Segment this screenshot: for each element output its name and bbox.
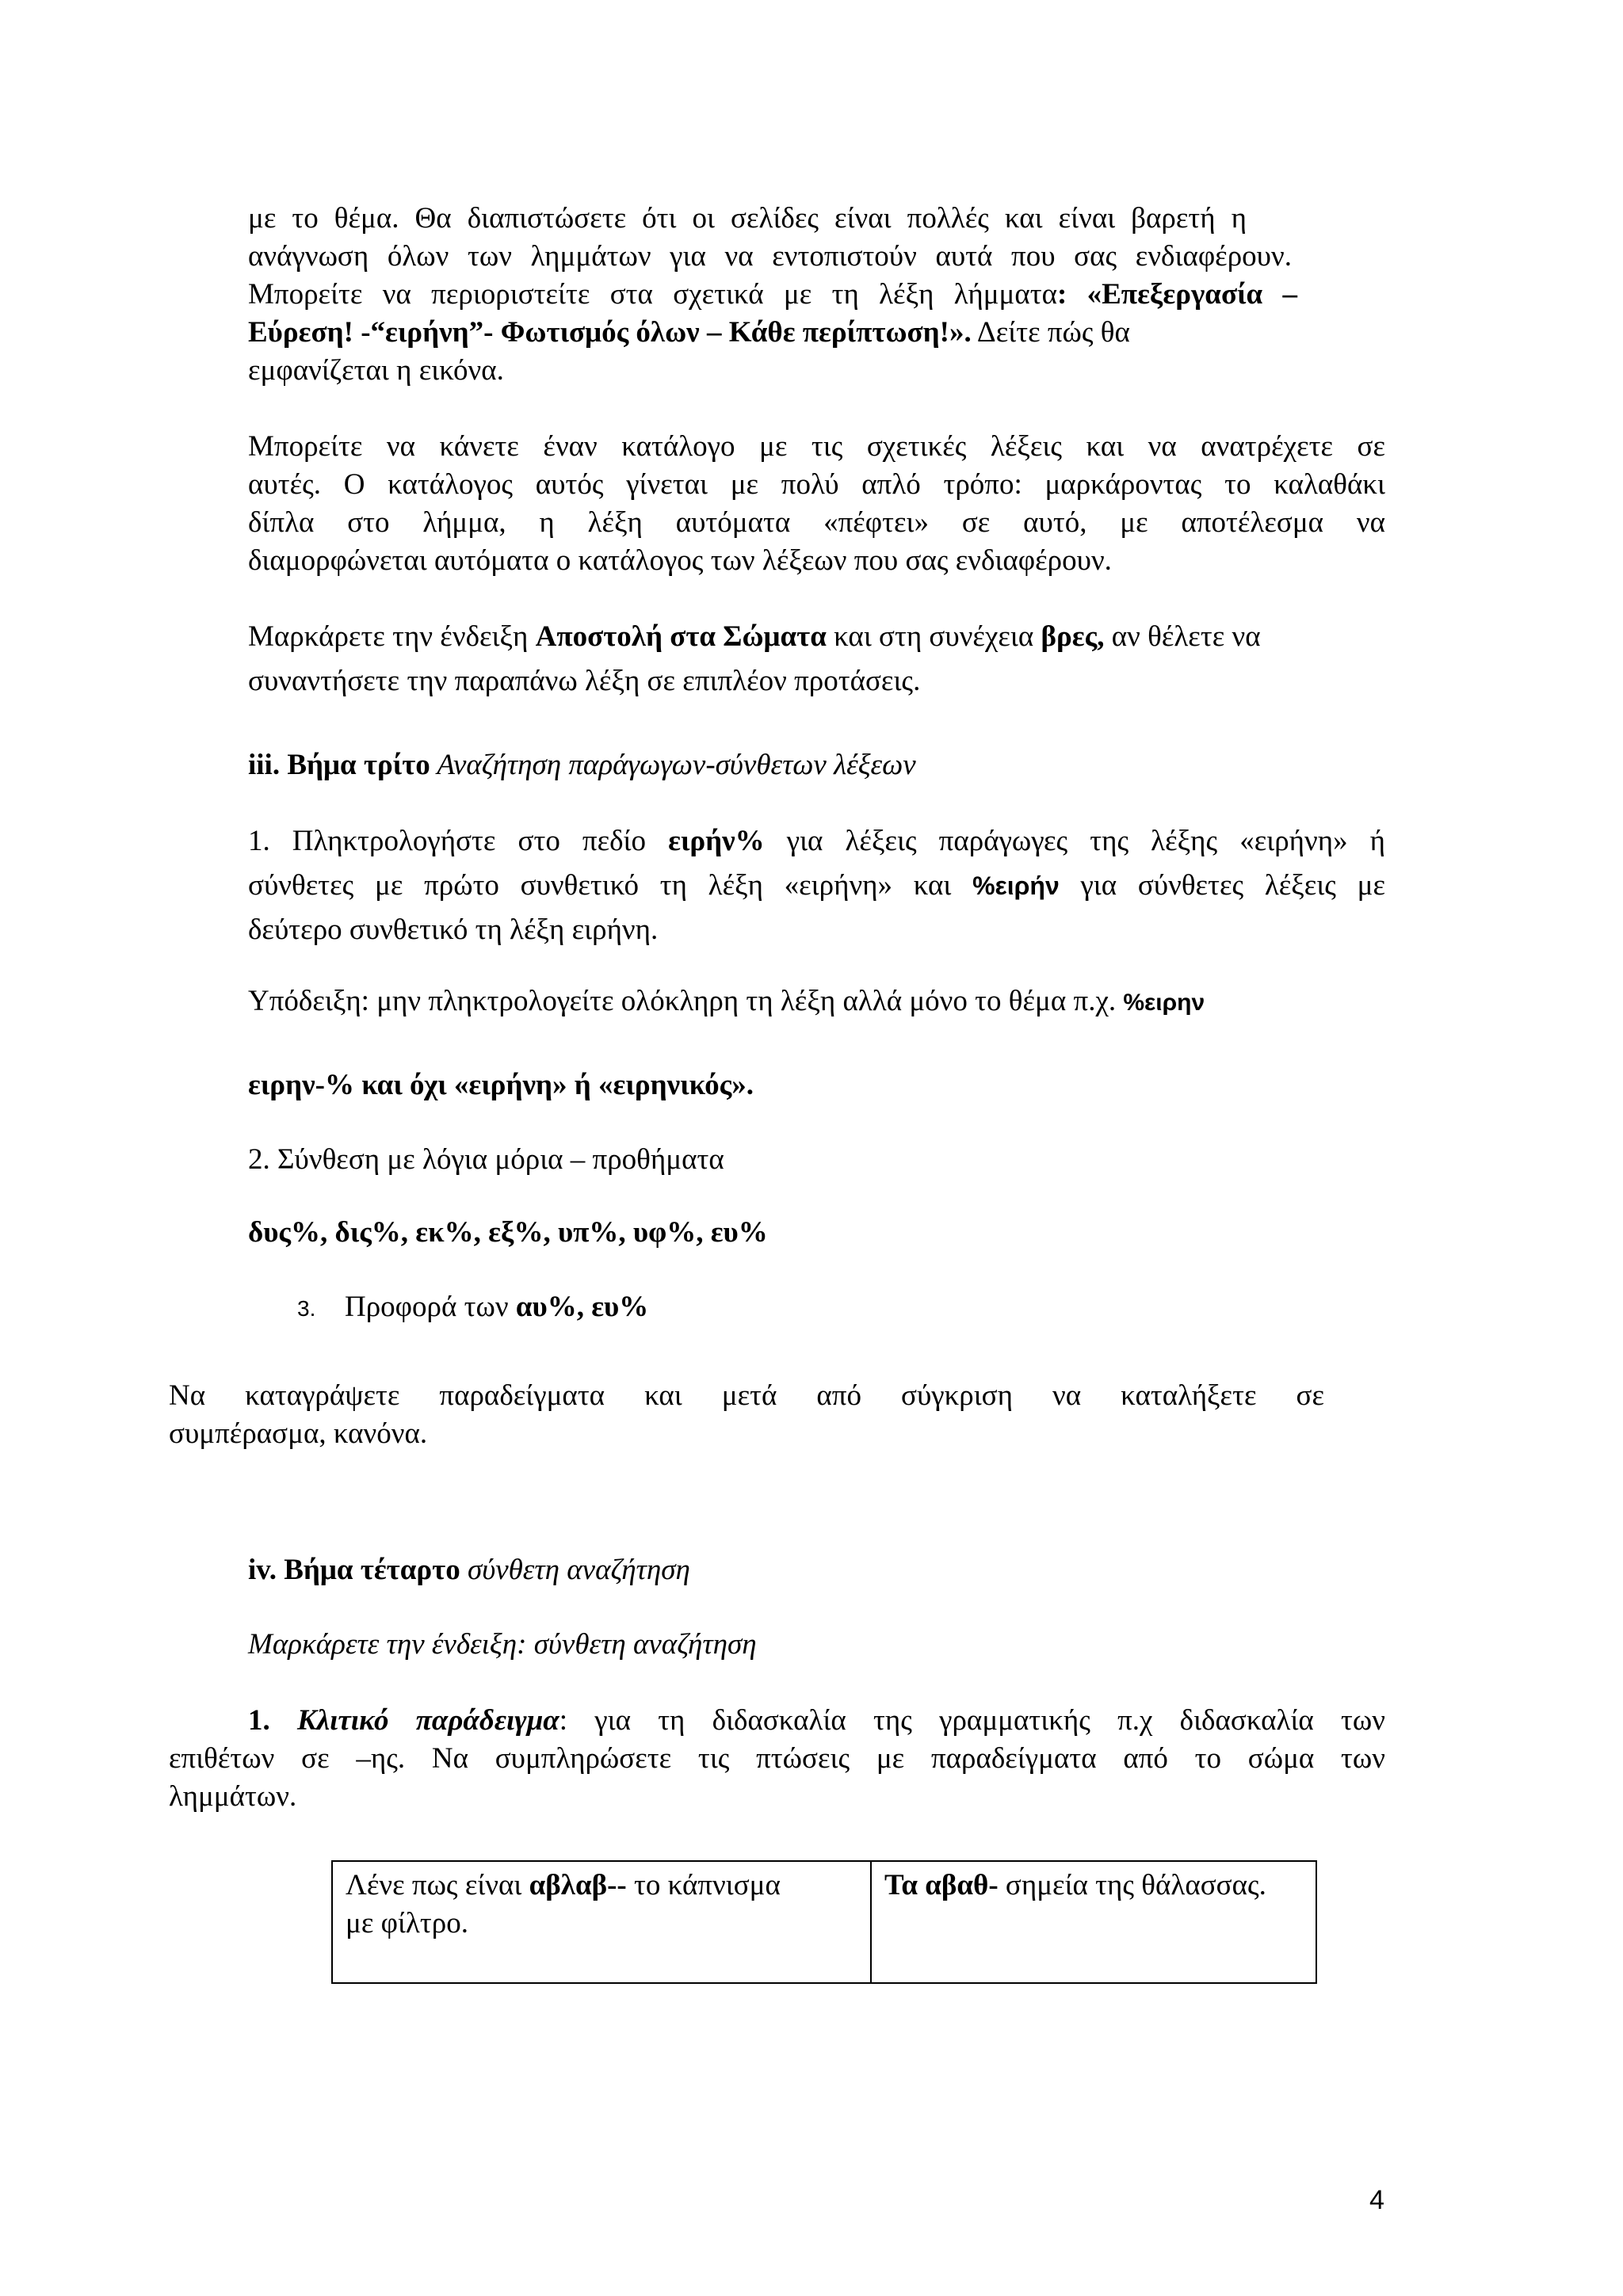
bold-span: 1. — [248, 1704, 297, 1737]
text-span: σύνθετες με πρώτο συνθετικό τη λέξη «ειρήνη» και — [248, 869, 973, 902]
paragraph-1-line-4 — [248, 314, 1130, 352]
item-number: 3. — [297, 1296, 316, 1321]
example-line-1 — [248, 1702, 1385, 1740]
bold-span: iii. Βήμα τρίτο — [248, 749, 430, 781]
bold-span: αβλαβ-- — [529, 1869, 627, 1901]
italic-span: Μαρκάρετε την ένδειξη: σύνθετη αναζήτηση — [248, 1628, 757, 1661]
text-span: : για τη διδασκαλία της γραμματικής π.χ διδασκαλία των — [559, 1704, 1385, 1737]
item-2-line: 2. Σύνθεση με λόγια μόρια – προθήματα — [248, 1143, 724, 1176]
bold-span: : «Επεξεργασία – — [1057, 278, 1297, 311]
paragraph-1-line-5: εμφανίζεται η εικόνα. — [248, 354, 504, 387]
text-span: για σύνθετες λέξεις με — [1059, 869, 1386, 902]
table-row — [332, 1861, 1316, 1983]
item-1-line-3: δεύτερο συνθετικό τη λέξη ειρήνη. — [248, 913, 659, 946]
text-span: με φίλτρο. — [346, 1907, 468, 1939]
text-span: Δείτε πώς θα — [971, 316, 1130, 349]
prefixes-line — [248, 1214, 768, 1252]
text-span: Λένε πως είναι — [346, 1869, 529, 1901]
item-3-line — [297, 1288, 648, 1328]
bold-span: Εύρεση! -“ειρήνη”- Φωτισμός όλων – Κάθε περίπτωση!». — [248, 316, 972, 349]
bold-italic-span: Κλιτικό παράδειγμα — [296, 1704, 559, 1737]
paragraph-2-line-1: Μπορείτε να κάνετε έναν κατάλογο με τις σχετικές λέξεις και να ανατρέχετε σε — [248, 430, 1385, 463]
text-span: Υπόδειξη: μην πληκτρολογείτε ολόκληρη τη λέξη αλλά μόνο το θέμα π.χ. — [248, 985, 1124, 1017]
hint-line — [248, 982, 1205, 1022]
step-4-instruction — [248, 1626, 757, 1664]
paragraph-1-line-2: ανάγνωση όλων των λημμάτων για να εντοπιστούν αυτά που σας ενδιαφέρουν. — [248, 240, 1292, 273]
text-span: Μπορείτε να περιοριστείτε στα σχετικά με τη λέξη λήμματα — [248, 278, 1058, 311]
text-span: 1. Πληκτρολογήστε στο πεδίο — [248, 825, 669, 857]
note-line-2: συμπέρασμα, κανόνα. — [169, 1417, 428, 1450]
italic-span: Αναζήτηση παράγωγων-σύνθετων λέξεων — [430, 749, 916, 781]
text-span: σημεία της θάλασσας. — [998, 1869, 1266, 1901]
example-line-2: επιθέτων σε –ης. Να συμπληρώσετε τις πτώσεις με παραδείγματα από το σώμα των — [169, 1742, 1385, 1775]
note-line-1: Να καταγράψετε παραδείγματα και μετά από σύγκριση να καταλήξετε σε — [169, 1379, 1324, 1412]
bold-span: δυς%, δις%, εκ%, εξ%, υπ%, υφ%, ευ% — [248, 1216, 768, 1249]
page-number: 4 — [1369, 2185, 1384, 2215]
bold-span: Τα αβαθ- — [884, 1869, 999, 1901]
paragraph-2-line-2: αυτές. Ο κατάλογος αυτός γίνεται με πολύ απλό τρόπο: μαρκάροντας το καλαθάκι — [248, 468, 1385, 501]
text-span: και στη συνέχεια — [826, 620, 1041, 653]
code-span: %ειρήν — [972, 871, 1060, 900]
paragraph-3-line-1 — [248, 618, 1261, 656]
table-cell-2 — [871, 1861, 1316, 1983]
example-line-3: λημμάτων. — [169, 1780, 297, 1813]
paragraph-1-line-3 — [248, 276, 1297, 314]
bold-span: βρες, — [1041, 620, 1105, 653]
bold-span: ειρην-% και όχι «ειρήνη» ή «ειρηνικός». — [248, 1069, 754, 1101]
text-span: Προφορά των — [345, 1291, 516, 1323]
hint-line-2 — [248, 1066, 754, 1104]
step-3-heading — [248, 746, 916, 784]
bold-span: Αποστολή στα Σώματα — [535, 620, 827, 653]
text-span: για λέξεις παράγωγες της λέξης «ειρήνη» ή — [764, 825, 1386, 857]
text-span: αν θέλετε να — [1104, 620, 1261, 653]
paragraph-2-line-3: δίπλα στο λήμμα, η λέξη αυτόματα «πέφτει» σε αυτό, με αποτέλεσμα να — [248, 506, 1385, 539]
paragraph-3-line-2: συναντήσετε την παραπάνω λέξη σε επιπλέον προτάσεις. — [248, 665, 921, 697]
paragraph-2-line-4: διαμορφώνεται αυτόματα ο κατάλογος των λέξεων που σας ενδιαφέρουν. — [248, 544, 1112, 577]
bold-span: ειρήν% — [668, 825, 765, 857]
text-span: Μαρκάρετε την ένδειξη — [248, 620, 536, 653]
table-cell-1 — [332, 1861, 871, 1983]
example-table — [331, 1860, 1317, 1984]
text-span: το κάπνισμα — [626, 1869, 781, 1901]
item-1-line-1 — [248, 822, 1385, 860]
paragraph-1-line-1: με το θέμα. Θα διαπιστώσετε ότι οι σελίδες είναι πολλές και είναι βαρετή η — [248, 202, 1247, 235]
bold-span: iv. Βήμα τέταρτο — [248, 1554, 460, 1586]
item-1-line-2 — [248, 867, 1385, 905]
step-4-heading — [248, 1551, 690, 1589]
bold-span: αυ%, ευ% — [515, 1291, 649, 1323]
code-span: %ειρην — [1123, 990, 1205, 1016]
italic-span: σύνθετη αναζήτηση — [460, 1554, 690, 1586]
